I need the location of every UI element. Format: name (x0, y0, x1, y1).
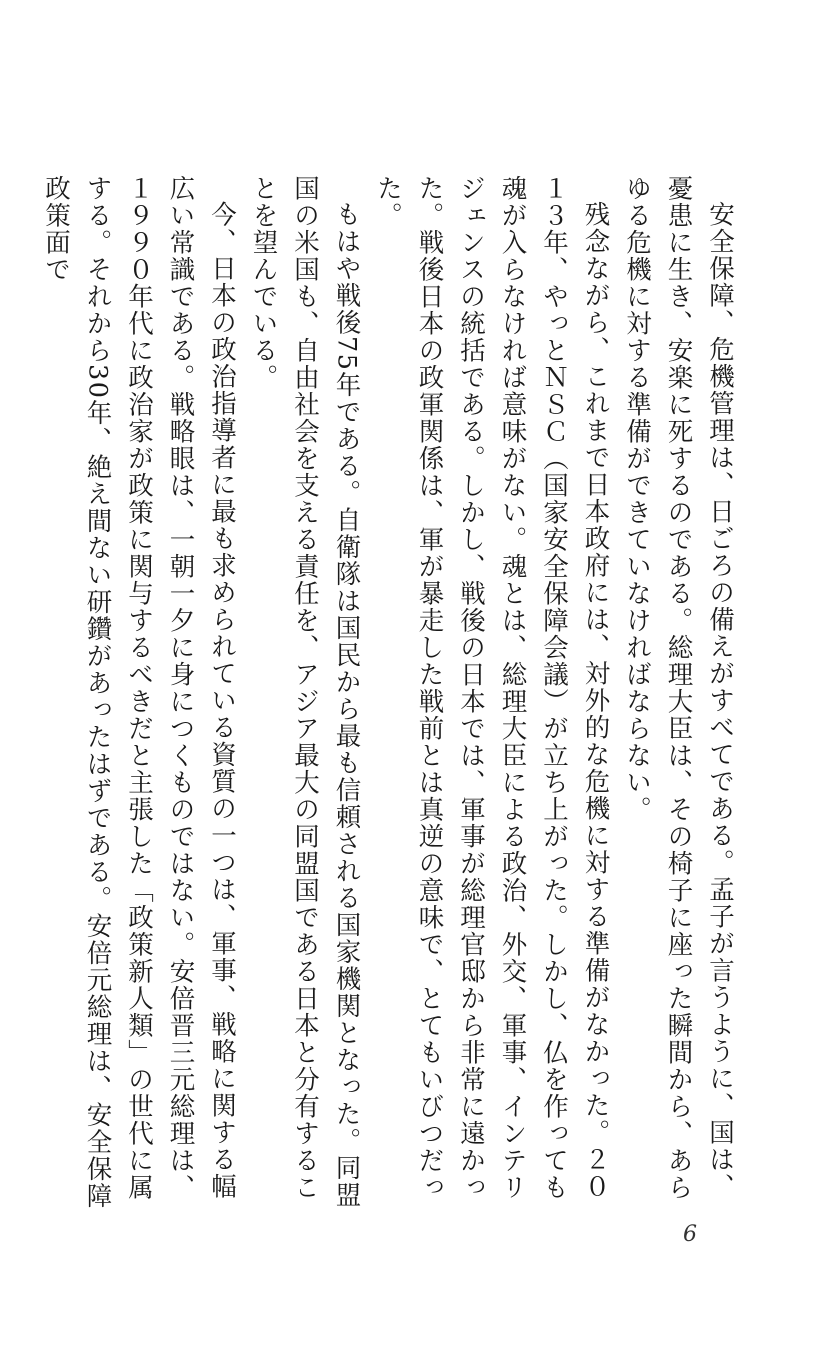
paragraph-4: 今、日本の政治指導者に最も求められている資質の一つは、軍事、戦略に関する幅広い常識である。戦略眼は、一朝一夕に身につくものではない。安倍晋三元総理は、１９９０年代に政治家が政策に関与するべきだと主張した「政策新人類」の世代に属する。それから30年、絶え間ない研鑽があったはずである。安倍元総理は、安全保障政策面で (41, 175, 237, 1210)
paragraph-2: 残念ながら、これまで日本政府には、対外的な危機に対する準備がなかった。２０１３年、やっとＮＳＣ（国家安全保障会議）が立ち上がった。しかし、仏を作っても魂が入らなければ意味がない。魂とは、総理大臣による政治、外交、軍事、インテリジェンスの統括である。しかし、戦後の日本では、軍事が総理官邸から非常に遠かった。戦後日本の政軍関係は、軍が暴走した戦前とは真逆の意味で、とてもいびつだった。 (373, 175, 611, 1201)
paragraph-1: 安全保障、危機管理は、日ごろの備えがすべてである。孟子が言うように、国は、憂患に生き、安楽に死するのである。総理大臣は、その椅子に座った瞬間から、あらゆる危機に対する準備ができていなければならない。 (622, 175, 735, 1201)
page-number: 6 (683, 1222, 697, 1247)
vertical-text-body (35, 175, 741, 1225)
paragraph-3: もはや戦後75年である。自衛隊は国民から最も信頼される国家機関となった。同盟国の米国も、自由社会を支える責任を、アジア最大の同盟国である日本と分有することを望んでいる。 (248, 175, 362, 1208)
